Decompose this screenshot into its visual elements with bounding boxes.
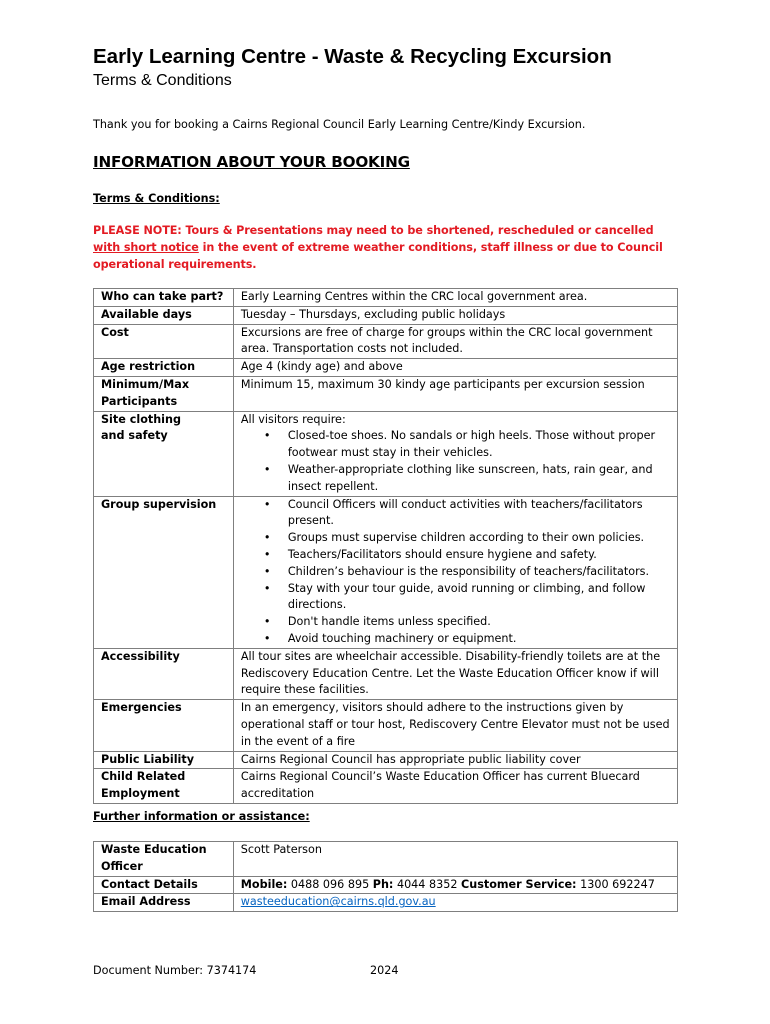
mobile-value: 0488 096 895 [287, 877, 373, 891]
mobile-label: Mobile: [240, 877, 288, 891]
weather-note [93, 222, 678, 273]
contact-details-label: Contact Details [94, 876, 234, 894]
accessibility-value: All tour sites are wheelchair accessible. Disability-friendly toilets are at the Rediscovery Education Centre. Let the Waste Education Officer know if will require these facilities. [233, 648, 677, 699]
officer-label: Waste Education Officer [94, 842, 234, 877]
list-item: • Closed-toe shoes. No sandals or high heels. Those without proper footwear must stay in their vehicles. [241, 428, 673, 462]
emergencies-label: Emergencies [94, 700, 234, 751]
table-row [94, 289, 678, 307]
table-row [94, 769, 678, 804]
note-underlined: with short notice [93, 241, 199, 254]
emergencies-value: In an emergency, visitors should adhere to the instructions given by operational staff or tour host, Rediscovery Centre Elevator must not be used in the event of a fire [233, 700, 677, 751]
cost-label: Cost [94, 324, 234, 359]
table-row [94, 842, 678, 877]
list-item: • Teachers/Facilitators should ensure hygiene and safety. [241, 547, 673, 564]
list-item: • Avoid touching machinery or equipment. [241, 631, 673, 648]
clothing-intro: All visitors require: [240, 412, 346, 426]
table-row [94, 324, 678, 359]
customer-service-value: 1300 692247 [576, 877, 655, 891]
table-row [94, 876, 678, 894]
email-label: Email Address [94, 894, 234, 912]
email-cell [233, 894, 677, 912]
clothing-label-line-2: and safety [101, 429, 168, 443]
child-employment-value: Cairns Regional Council’s Waste Education Officer has current Bluecard accreditation [233, 769, 677, 804]
table-row [94, 359, 678, 377]
table-row [94, 496, 678, 648]
contact-table [93, 841, 678, 912]
footer-year: 2024 [370, 964, 399, 977]
terms-heading: Terms & Conditions: [93, 192, 220, 205]
clothing-label [94, 411, 234, 496]
days-value: Tuesday – Thursdays, excluding public holidays [233, 306, 677, 324]
page-footer [93, 964, 399, 978]
document-page [93, 44, 678, 977]
minmax-value: Minimum 15, maximum 30 kindy age participants per excursion session [233, 376, 677, 411]
intro-text: Thank you for booking a Cairns Regional Council Early Learning Centre/Kindy Excursion. [93, 118, 586, 131]
list-item: • Children’s behaviour is the responsibility of teachers/facilitators. [241, 564, 673, 581]
days-label: Available days [94, 306, 234, 324]
supervision-list [241, 497, 673, 648]
document-title: Early Learning Centre - Waste & Recycling Excursion [93, 45, 612, 68]
who-value: Early Learning Centres within the CRC local government area. [233, 289, 677, 307]
clothing-list [241, 428, 673, 495]
document-subtitle: Terms & Conditions [93, 72, 232, 89]
cost-value: Excursions are free of charge for groups within the CRC local government area. Transportation costs not included. [233, 324, 677, 359]
liability-value: Cairns Regional Council has appropriate public liability cover [233, 751, 677, 769]
table-row [94, 648, 678, 699]
email-link[interactable]: wasteeducation@cairns.qld.gov.au [240, 895, 436, 909]
table-row [94, 894, 678, 912]
further-info-heading: Further information or assistance: [93, 810, 310, 823]
accessibility-label: Accessibility [94, 648, 234, 699]
list-item: • Council Officers will conduct activities with teachers/facilitators present. [241, 497, 673, 531]
customer-service-label: Customer Service: [461, 877, 577, 891]
clothing-label-line-1: Site clothing [101, 412, 181, 426]
table-row [94, 306, 678, 324]
table-row [94, 376, 678, 411]
document-number: Document Number: 7374174 [93, 964, 257, 977]
list-item: • Weather-appropriate clothing like sunscreen, hats, rain gear, and insect repellent. [241, 462, 673, 496]
supervision-label: Group supervision [94, 496, 234, 648]
supervision-value [233, 496, 677, 648]
list-item: • Don't handle items unless specified. [241, 614, 673, 631]
minmax-label: Minimum/Max Participants [94, 376, 234, 411]
list-item: • Groups must supervise children according to their own policies. [241, 530, 673, 547]
phone-value: 4044 8352 [393, 877, 462, 891]
liability-label: Public Liability [94, 751, 234, 769]
table-row [94, 751, 678, 769]
age-value: Age 4 (kindy age) and above [233, 359, 677, 377]
booking-info-table [93, 288, 678, 804]
table-row [94, 700, 678, 751]
phone-label: Ph: [372, 877, 394, 891]
list-item: • Stay with your tour guide, avoid running or climbing, and follow directions. [241, 581, 673, 615]
section-heading: INFORMATION ABOUT YOUR BOOKING [93, 153, 410, 171]
age-label: Age restriction [94, 359, 234, 377]
officer-value: Scott Paterson [233, 842, 677, 877]
contact-details-value [233, 876, 677, 894]
clothing-value [233, 411, 677, 496]
note-text-1: PLEASE NOTE: Tours & Presentations may need to be shortened, rescheduled or cancelled [93, 224, 654, 237]
note-text-2: in the event of extreme weather conditions, staff illness or due to Council operational requirements. [93, 241, 663, 271]
table-row [94, 411, 678, 496]
who-label: Who can take part? [94, 289, 234, 307]
child-employment-label: Child Related Employment [94, 769, 234, 804]
